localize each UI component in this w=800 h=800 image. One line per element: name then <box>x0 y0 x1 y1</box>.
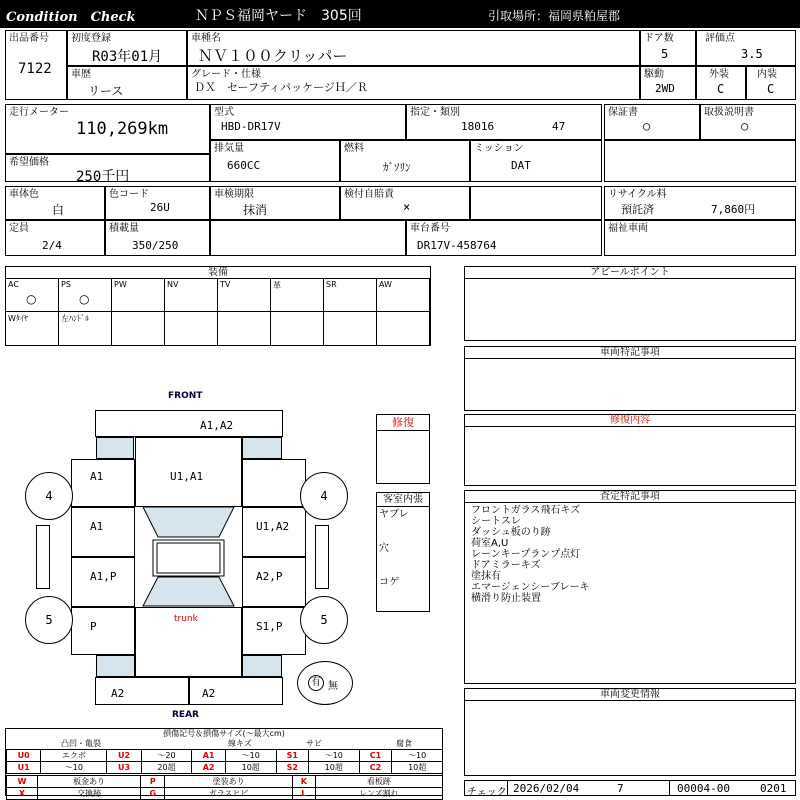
manual-cell <box>700 104 796 140</box>
legend-desc: ～10 <box>225 750 276 762</box>
legend-code: G <box>141 788 165 800</box>
inspection-note-item: シートスレ <box>471 516 521 527</box>
legend-desc: 10超 <box>225 762 276 774</box>
repair-title: 修復 <box>377 415 429 431</box>
equipment-key: PS <box>61 280 71 289</box>
history-value: リース <box>88 84 124 98</box>
interior-cell <box>746 66 796 100</box>
recycle-value: 7,860円 <box>711 203 756 216</box>
designation-cell <box>406 104 602 140</box>
shade-fl-corner <box>96 437 134 459</box>
equipment-cell <box>112 312 165 345</box>
panel-right-4-text: S1,P <box>256 620 283 633</box>
equipment-key: TV <box>220 280 231 289</box>
equipment-cell <box>6 279 59 312</box>
inspection-note-item: 荷室A,U <box>471 538 509 549</box>
first-reg-cell <box>67 30 187 66</box>
exterior-cell <box>696 66 746 100</box>
mission-cell <box>470 140 602 182</box>
interior-value: C <box>767 82 775 96</box>
legend-box <box>5 728 443 796</box>
legend-desc: ～20 <box>141 750 192 762</box>
special-title: 車両特記事項 <box>465 347 795 359</box>
color-code-value: 26U <box>150 201 170 214</box>
legend-row <box>7 788 443 800</box>
shade-fr-corner <box>242 437 282 459</box>
spare-no: 無 <box>328 681 338 692</box>
special-box <box>464 346 796 411</box>
tire-front-left: 4 <box>25 472 73 520</box>
legend-table-1 <box>6 749 443 774</box>
displacement-cell <box>210 140 340 182</box>
legend-desc: 板金あり <box>37 776 141 788</box>
legend-desc: 塗装あり <box>165 776 293 788</box>
history-cell <box>67 66 187 100</box>
displacement-value: 660CC <box>227 159 261 172</box>
legend-title: 損傷記号＆損傷サイズ(～最大cm) <box>163 729 285 738</box>
score-cell <box>696 30 796 66</box>
panel-rear-left <box>95 677 189 705</box>
load-cell <box>105 220 210 256</box>
lot-value: 7122 <box>18 61 52 77</box>
equipment-cell <box>377 279 430 312</box>
legend-code: S2 <box>276 762 308 774</box>
drive-cell <box>640 66 696 100</box>
inspection-note-item: フロントガラス飛石キズ <box>471 505 581 516</box>
equipment-cell <box>324 312 377 345</box>
windshield <box>143 507 234 537</box>
grade-label: グレード・仕様 <box>191 69 261 80</box>
legend-desc: 20超 <box>141 762 192 774</box>
lot-cell <box>5 30 67 100</box>
legend-desc: 10超 <box>308 762 359 774</box>
mission-label: ミッション <box>474 143 524 154</box>
doors-label: ドア数 <box>644 33 674 44</box>
fuel-cell <box>340 140 470 182</box>
price-label: 希望価格 <box>9 157 49 168</box>
mission-value: DAT <box>511 159 531 172</box>
type-label: 型式 <box>214 107 234 118</box>
panel-right-3-text: A2,P <box>256 570 283 583</box>
color-code-cell <box>105 186 210 220</box>
inspection-value: 抹消 <box>243 203 268 217</box>
panel-left-1 <box>71 459 135 507</box>
drive-label: 駆動 <box>644 69 664 80</box>
inspection-note-item: エマージェンシーブレーキ <box>471 582 590 593</box>
legend-code: U1 <box>7 762 41 774</box>
welfare-cell <box>604 220 796 256</box>
legend-code: L <box>293 788 316 800</box>
blank-right-cell <box>604 140 796 182</box>
header-center-title: ＮＰＳ福岡ヤード 305回 <box>195 8 362 24</box>
trunk-label: trunk <box>174 614 198 624</box>
legend-code: U0 <box>7 750 41 762</box>
inspection-label: 車検期限 <box>214 189 254 200</box>
panel-front-bumper-text: A1,A2 <box>200 419 234 432</box>
equipment-cell <box>324 279 377 312</box>
rear-glass <box>143 577 234 606</box>
panel-hood-text: U1,A1 <box>170 470 204 483</box>
mirror-left <box>36 525 50 589</box>
footer-code1: 00004-00 <box>677 782 730 795</box>
panel-left-3-text: A1,P <box>90 570 117 583</box>
doors-cell <box>640 30 696 66</box>
legend-code: A1 <box>192 750 226 762</box>
footer-divider-1 <box>507 781 508 795</box>
appeal-title: アピールポイント <box>465 267 795 279</box>
grade-value: ＤＸ セーフティパッケージＨ／Ｒ <box>194 81 368 94</box>
legend-table-2 <box>6 775 443 800</box>
inspection-notes-list <box>471 505 589 604</box>
equipment-key: Wﾀｲﾔ <box>8 314 28 323</box>
model-value: ＮＶ１００クリッパー <box>198 47 348 65</box>
repair-box <box>376 414 430 484</box>
type-value: HBD-DR17V <box>221 120 281 133</box>
cabin-title: 客室内張 <box>377 493 429 507</box>
mileage-value: 110,269km <box>76 119 169 139</box>
change-info-title: 車両変更情報 <box>465 689 795 701</box>
recycle-label: リサイクル料 <box>608 189 667 200</box>
inspection-notes-box <box>464 490 796 684</box>
interior-label: 内装 <box>757 69 777 80</box>
legend-code: K <box>293 776 316 788</box>
tire-rear-right: 5 <box>300 596 348 644</box>
equipment-grid <box>6 279 430 345</box>
legend-code: W <box>7 776 38 788</box>
equipment-box <box>5 266 431 346</box>
blank-row4-cell <box>210 220 406 256</box>
header-left-title: Condition Check <box>6 10 136 25</box>
equipment-key: 左ﾊﾝﾄﾞﾙ <box>61 314 89 323</box>
equipment-key: SR <box>326 280 337 289</box>
legend-code: U3 <box>107 762 141 774</box>
legend-group-corrosion: 腐食 <box>396 739 412 748</box>
price-cell <box>5 154 210 185</box>
legend-code: C1 <box>359 750 392 762</box>
equipment-cell <box>165 279 218 312</box>
spare-tire-indicator <box>297 661 353 705</box>
legend-code: S1 <box>276 750 308 762</box>
legend-row <box>7 776 443 788</box>
appeal-box <box>464 266 796 341</box>
score-value: 3.5 <box>741 47 763 61</box>
front-label: FRONT <box>168 391 203 401</box>
equipment-key: AC <box>8 280 19 289</box>
equipment-cell <box>59 279 112 312</box>
legend-desc: ～10 <box>41 762 107 774</box>
inspection-note-item: レーンキープランプ点灯 <box>471 549 581 560</box>
designation-value: 18016 <box>461 120 495 133</box>
equipment-value: ○ <box>79 292 90 306</box>
equipment-cell <box>271 312 324 345</box>
load-label: 積載量 <box>109 223 139 234</box>
fuel-label: 燃料 <box>344 143 364 154</box>
footer-code2: 0201 <box>760 782 787 795</box>
warranty-cell <box>604 104 700 140</box>
legend-group-dent: 凸凹・亀裂 <box>61 739 101 748</box>
footer-num: 7 <box>617 782 624 795</box>
equipment-cell <box>6 312 59 345</box>
repair-content-title: 修復内容 <box>465 415 795 427</box>
history-label: 車歴 <box>71 69 91 80</box>
capacity-cell <box>5 220 105 256</box>
footer-date: 2026/02/04 <box>513 782 580 795</box>
equipment-cell <box>112 279 165 312</box>
warranty-label: 保証書 <box>608 107 638 118</box>
change-info-box <box>464 688 796 776</box>
first-reg-label: 初度登録 <box>71 33 111 44</box>
legend-desc: ガラスヒビ <box>165 788 293 800</box>
tire-front-right: 4 <box>300 472 348 520</box>
footer-box <box>464 780 796 796</box>
welfare-label: 福祉車両 <box>608 223 648 234</box>
lot-label: 出品番号 <box>9 33 49 44</box>
drive-value: 2WD <box>655 82 675 95</box>
shade-rr-corner <box>242 655 282 677</box>
equipment-cell <box>165 312 218 345</box>
mirror-right <box>315 525 329 589</box>
insurance-cell <box>340 186 470 220</box>
recycle-status: 預託済 <box>621 203 654 216</box>
model-cell <box>187 30 640 66</box>
inspection-note-item: 横滑り防止装置 <box>471 593 541 604</box>
class-value: 47 <box>552 120 566 133</box>
legend-code: C2 <box>359 762 392 774</box>
mileage-label: 走行メーター <box>9 107 69 118</box>
type-cell <box>210 104 406 140</box>
recycle-cell <box>604 186 796 220</box>
panel-rear-left-text: A2 <box>111 687 125 700</box>
cabin-item-hole: 穴 <box>379 543 389 554</box>
chassis-cell <box>406 220 602 256</box>
header-bar <box>0 0 800 28</box>
panel-front-bumper <box>95 410 283 437</box>
grade-cell <box>187 66 640 100</box>
legend-code: X <box>7 788 38 800</box>
equipment-key: 革 <box>273 281 281 290</box>
panel-rear-right-text: A2 <box>202 687 216 700</box>
cabin-item-tear: ヤブレ <box>379 509 409 520</box>
manual-label: 取扱説明書 <box>704 107 754 118</box>
rear-label: REAR <box>172 710 199 720</box>
doors-value: 5 <box>661 47 669 61</box>
panel-right-2-text: U1,A2 <box>256 520 290 533</box>
equipment-cell <box>377 312 430 345</box>
legend-desc: 看板跡 <box>315 776 442 788</box>
legend-groups <box>6 739 442 749</box>
equipment-cell <box>218 279 271 312</box>
exterior-value: C <box>717 82 725 96</box>
mileage-cell <box>5 104 210 154</box>
inspection-note-item: ドアミラーキズ <box>471 560 541 571</box>
roof-inner <box>157 543 220 573</box>
insurance-value: × <box>403 200 411 214</box>
legend-code: U2 <box>107 750 141 762</box>
legend-desc: ～10 <box>392 750 443 762</box>
color-code-label: 色コード <box>109 189 149 200</box>
legend-desc: ～10 <box>308 750 359 762</box>
model-label: 車種名 <box>191 33 221 44</box>
inspection-cell <box>210 186 340 220</box>
chassis-value: DR17V-458764 <box>417 239 497 252</box>
legend-desc: エクボ <box>41 750 107 762</box>
legend-row <box>7 750 443 762</box>
spare-yes-circled: 有 <box>308 675 324 691</box>
fuel-value: ｶﾞｿﾘﾝ <box>383 161 411 174</box>
insurance-label: 検付自賠責 <box>344 189 394 200</box>
equipment-cell <box>218 312 271 345</box>
exterior-label: 外装 <box>709 69 729 80</box>
panel-left-1-text: A1 <box>90 470 104 483</box>
blank-mid-cell <box>470 186 602 220</box>
equipment-title: 装備 <box>6 267 430 279</box>
body-color-label: 車体色 <box>9 189 39 200</box>
equipment-key: AW <box>379 280 392 289</box>
price-value: 250千円 <box>76 169 130 185</box>
equipment-value: ○ <box>26 292 37 306</box>
shade-rl-corner <box>96 655 135 677</box>
equipment-key: NV <box>167 280 179 289</box>
legend-desc: 交換跡 <box>37 788 141 800</box>
capacity-label: 定員 <box>9 223 29 234</box>
chassis-label: 車台番号 <box>410 223 450 234</box>
load-value: 350/250 <box>132 239 179 252</box>
legend-group-scratch: 線キズ <box>228 739 252 748</box>
score-label: 評価点 <box>705 33 735 44</box>
legend-code: P <box>141 776 165 788</box>
footer-divider-2 <box>669 781 670 795</box>
repair-content-box <box>464 414 796 486</box>
equipment-key: PW <box>114 280 127 289</box>
capacity-value: 2/4 <box>42 239 62 252</box>
panel-right-1 <box>242 459 306 507</box>
tire-rear-left: 5 <box>25 596 73 644</box>
inspection-note-item: 塗抹有 <box>471 571 501 582</box>
footer-check-label: チェック <box>467 787 507 798</box>
legend-group-rust: サビ <box>306 739 322 748</box>
cabin-box <box>376 492 430 612</box>
legend-row <box>7 762 443 774</box>
manual-value: ○ <box>741 119 749 133</box>
equipment-cell <box>59 312 112 345</box>
legend-code: A2 <box>192 762 226 774</box>
panel-left-4 <box>71 607 135 655</box>
designation-label: 指定・類別 <box>410 107 460 118</box>
legend-desc: レンズ割れ <box>315 788 442 800</box>
equipment-cell <box>271 279 324 312</box>
inspection-notes-title: 査定特記事項 <box>465 491 795 503</box>
warranty-value: ○ <box>643 119 651 133</box>
cabin-item-burn: コゲ <box>379 577 399 588</box>
roof-glass-svg <box>135 507 242 607</box>
panel-left-2-text: A1 <box>90 520 104 533</box>
header-pickup: 引取場所：福岡県粕屋郡 <box>488 9 621 23</box>
legend-desc: 10超 <box>392 762 443 774</box>
displacement-label: 排気量 <box>214 143 244 154</box>
inspection-note-item: ダッシュ板のり跡 <box>471 527 551 538</box>
body-color-cell <box>5 186 105 220</box>
panel-left-4-text: P <box>90 620 97 633</box>
body-color-value: 白 <box>52 203 65 217</box>
first-reg-value: R03年01月 <box>92 49 163 65</box>
